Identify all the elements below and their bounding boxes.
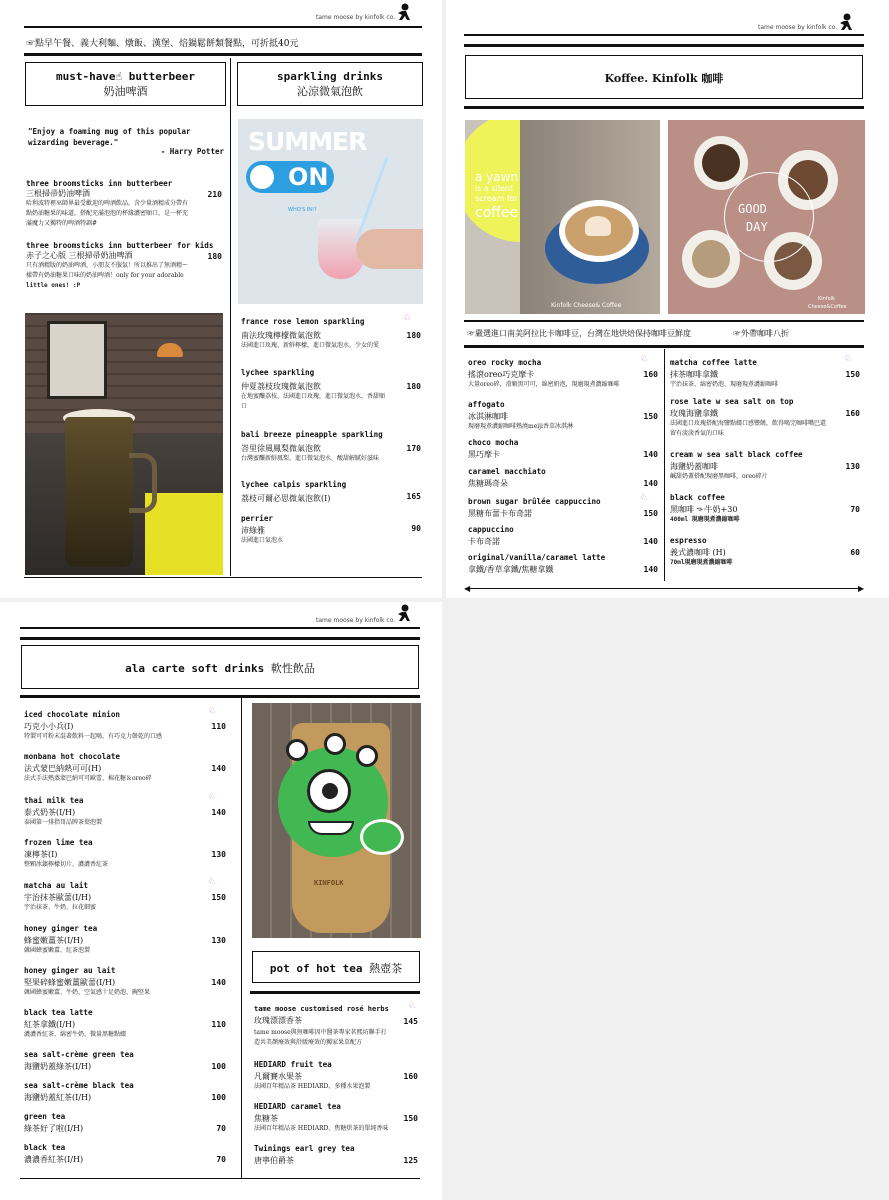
brand-text: tame moose by kinfolk co. <box>758 24 838 31</box>
divider <box>24 26 422 28</box>
menu-item: brown sugar brûlée cappuccino 黑糖布蕾卡布奇諾 150 ♘ <box>468 493 658 518</box>
coffee-yawn-photo: a yawn is a silent scream for coffee Kinfolk Cheese& Coffee <box>465 120 660 314</box>
menu-item: honey ginger au lait 堅果碎蜂蜜嫩薑歐蕾(I/H) 140 韓國蜂蜜嫩薑、牛奶、空氣感十足奶泡、碗堅果 <box>24 966 226 996</box>
menu-item: lychee calpis sparkling 荔枝可爾必思微氣泡飲(I) 165 <box>241 480 421 503</box>
recommended-bunny-icon: ♘ <box>403 313 412 323</box>
takeaway-promo: ☞外帶咖啡八折 <box>733 329 789 338</box>
section-title-sparkling: sparkling drinks 沁涼微氣泡飲 <box>237 62 423 106</box>
recommended-bunny-icon: ♘ <box>844 354 853 364</box>
menu-item: rose late w sea salt on top 玫瑰海鹽拿鐵 160 法國進口玫瑰搭配海鹽點綴口感豐饒，飲得喝完咖啡嘴巴還 留有淡淡香氣的口味 <box>670 397 860 437</box>
menu-item: honey ginger tea 蜂蜜嫩薑茶(I/H) 130 韓國蜂蜜嫩薑、紅茶泡製 <box>24 924 226 954</box>
divider <box>464 34 864 36</box>
menu-item: lychee sparkling 仲夏荔枝玫瑰微氣泡飲 180 在地蜜釀荔枝、法國進口玫瑰，進口微氣泡水，香甜順 口 <box>241 368 421 410</box>
divider <box>20 1178 420 1179</box>
divider <box>20 627 420 629</box>
quote-author: - Harry Potter <box>160 147 224 156</box>
column-divider <box>230 58 231 576</box>
menu-item: three broomsticks inn butterbeer for kids 赤子之心版 三根掃帚奶油啤酒 180 只有酒精版的奶油啤酒，小朋友不服氣！所以推出了無酒精ー 樣帶有奶油糖果口味的奶油啤酒！only for your adorable little ones! :P <box>26 241 222 289</box>
menu-item: sea salt-crème black tea 海鹽奶蓋紅茶(I/H) 100 <box>24 1081 226 1102</box>
menu-page-butterbeer-sparkling <box>0 0 442 598</box>
arrow-right-icon: ▶ <box>858 584 865 593</box>
column-divider <box>241 698 242 1178</box>
menu-item: caramel macchiato 焦糖瑪奇朵 140 <box>468 467 658 488</box>
menu-item: affogato 冰淇淋咖啡 150 現磨現煮濃縮咖啡熱澆meiji香草冰淇淋 <box>468 400 658 430</box>
section-title-butterbeer: must-have☝ butterbeer 奶油啤酒 <box>25 62 226 106</box>
menu-page-soft-drinks <box>0 602 442 1200</box>
menu-item: france rose lemon sparkling 南法玫瑰檸檬微氣泡飲 180 法國進口玫瑰、新鮮檸檬，進口微氣泡水，少女的愛 ♘ <box>241 313 421 349</box>
divider <box>464 106 864 109</box>
recommended-bunny-icon: ♘ <box>640 354 649 364</box>
menu-item: espresso 義式濃咖啡 (H) 60 70ml現磨現煮濃縮咖啡 <box>670 536 860 566</box>
coffee-good-day-photo: GOOD DAY Kinfolk Cheese&Coffee <box>668 120 865 314</box>
menu-item: tame moose customised rosé herbs 玫瑰漂漂香茶 145 tame moose與無咖啡因中醫茶專家茗熙坊聯手打 造共美顏療效與舒緩療效的獨家果草配方 ♘ <box>254 1001 418 1046</box>
minion-drink-photo: KINFOLK <box>252 703 421 938</box>
promo-text: ☞點早午餐、義大利麵、燉飯、漢堡、焙鍋鬆餅類餐點，可折抵40元 <box>26 39 299 49</box>
section-title-hot-tea: pot of hot tea 熱壺茶 <box>252 951 420 983</box>
divider <box>24 53 422 56</box>
menu-item: matcha au lait 宇治抹茶歐蕾(I/H) 150 宇治抹茶、牛奶、拉花細蜜 ♘ <box>24 877 226 911</box>
section-title-coffee: Koffee. Kinfolk 咖啡 <box>465 55 863 99</box>
divider <box>464 345 864 348</box>
divider <box>464 44 864 47</box>
menu-item: original/vanilla/caramel latte 拿鐵/香草拿鐵/焦糖拿鐵 140 <box>468 553 658 574</box>
arrow-left-icon: ◀ <box>464 584 471 593</box>
divider <box>24 577 422 578</box>
menu-item: black tea latte 紅茶拿鐵(I/H) 110 濃濃香紅茶、綿密牛奶、微量黑糖點綴 <box>24 1008 226 1038</box>
divider <box>470 588 862 589</box>
recommended-bunny-icon: ♘ <box>208 706 217 716</box>
menu-item: cappuccino 卡布奇諾 140 <box>468 525 658 546</box>
recommended-bunny-icon: ♘ <box>208 877 217 887</box>
moose-logo-icon <box>396 604 412 622</box>
menu-item: frozen lime tea 凍檸茶(I) 130 整顆冰鎮檸檬切片、濃濃香紅茶 <box>24 838 226 868</box>
recommended-bunny-icon: ♘ <box>408 1001 417 1011</box>
menu-item: matcha coffee latte 抹茶咖啡拿鐵 150 宇治抹茶、綿密奶泡、現磨現煮濃縮咖啡 ♘ <box>670 354 860 388</box>
menu-item: green tea 綠茶好了啦(I/H) 70 <box>24 1112 226 1133</box>
menu-item: black coffee 黑咖啡 ☜牛奶+30 70 400ml 現磨現煮濃縮咖啡 <box>670 493 860 523</box>
section-title-soft-drinks: ala carte soft drinks 軟性飲品 <box>21 645 419 689</box>
divider <box>464 320 864 322</box>
menu-item: HEDIARD caramel tea 焦糖茶 150 法國百年精品茶 HEDIARD、焦糖烘茶的單純香味 <box>254 1102 418 1132</box>
recommended-bunny-icon: ♘ <box>640 493 649 503</box>
butterbeer-photo <box>25 313 223 575</box>
brand-text: tame moose by kinfolk co. <box>316 617 396 624</box>
divider <box>20 695 420 698</box>
promo-text: ☞嚴選進口南美阿拉比卡咖啡豆，台灣在地烘焙保持咖啡豆鮮度 <box>467 329 691 338</box>
recommended-bunny-icon: ♘ <box>208 792 217 802</box>
menu-item: Twinings earl grey tea 唐寧伯爵茶 125 <box>254 1144 418 1165</box>
menu-item: oreo rocky mocha 搖滾oreo巧克摩卡 160 大量oreo碎，滑順黑可可，綿密奶泡，現磨現煮濃縮咖啡 ♘ <box>468 354 658 388</box>
menu-item: HEDIARD fruit tea 凡爾賽水果茶 160 法國百年精品茶 HEDIARD、多種水果泡製 <box>254 1060 418 1090</box>
menu-item: perrier 沛綠雅 90 法國進口氣泡水 <box>241 514 421 544</box>
quote: "Enjoy a foaming mug of this popular wizarding beverage." <box>28 127 191 147</box>
column-divider <box>664 349 665 581</box>
menu-item: iced chocolate minion 巧克小小兵(I) 110 特製可可粉末混著飲料一起喝，有巧克力餅乾的口感 ♘ <box>24 706 226 740</box>
moose-logo-icon <box>396 3 412 21</box>
summer-on-photo: SUMMER ON WHO'S IN!? <box>238 119 423 304</box>
menu-item: sea salt-crème green tea 海鹽奶蓋綠茶(I/H) 100 <box>24 1050 226 1071</box>
menu-item: bali breeze pineapple sparkling 峇里徐風鳳梨微氣泡飲 170 台灣蜜釀新鮮鳳梨，進口微氣泡水，酸甜解膩好滋味 <box>241 430 421 462</box>
menu-item: three broomsticks inn butterbeer 三根掃帚奶油啤酒 210 哈利波特裡巫師界最受歡迎的啤酒飲品，含少量酒精成分帶有 點奶油糖果的味道，搭配充滿泡泡的杯緣濃密順口，是一杯充 滿魔力又獨特的啤酒特調# <box>26 179 222 227</box>
menu-item: black tea 濃濃香紅茶(I/H) 70 <box>24 1143 226 1164</box>
divider <box>20 637 420 640</box>
menu-item: thai milk tea 泰式奶茶(I/H) 140 泰國第一排指哥品牌茶葉泡製 ♘ <box>24 792 226 826</box>
menu-page-coffee <box>446 0 889 598</box>
moose-logo-icon <box>838 13 854 31</box>
menu-item: monbana hot chocolate 法式蒙巴納熱可可(H) 140 法式手法熱蒸蒙巴納可可歐蕾、棉花糖＆oreo碎 <box>24 752 226 782</box>
menu-item: cream w sea salt black coffee 海鹽奶蓋咖啡 130 鹹甜奶蓋搭配現磨黑咖啡，oreo碎片 <box>670 450 860 480</box>
divider <box>250 991 420 994</box>
brand-text: tame moose by kinfolk co. <box>316 14 396 21</box>
menu-item: choco mocha 黑巧摩卡 140 <box>468 438 658 459</box>
